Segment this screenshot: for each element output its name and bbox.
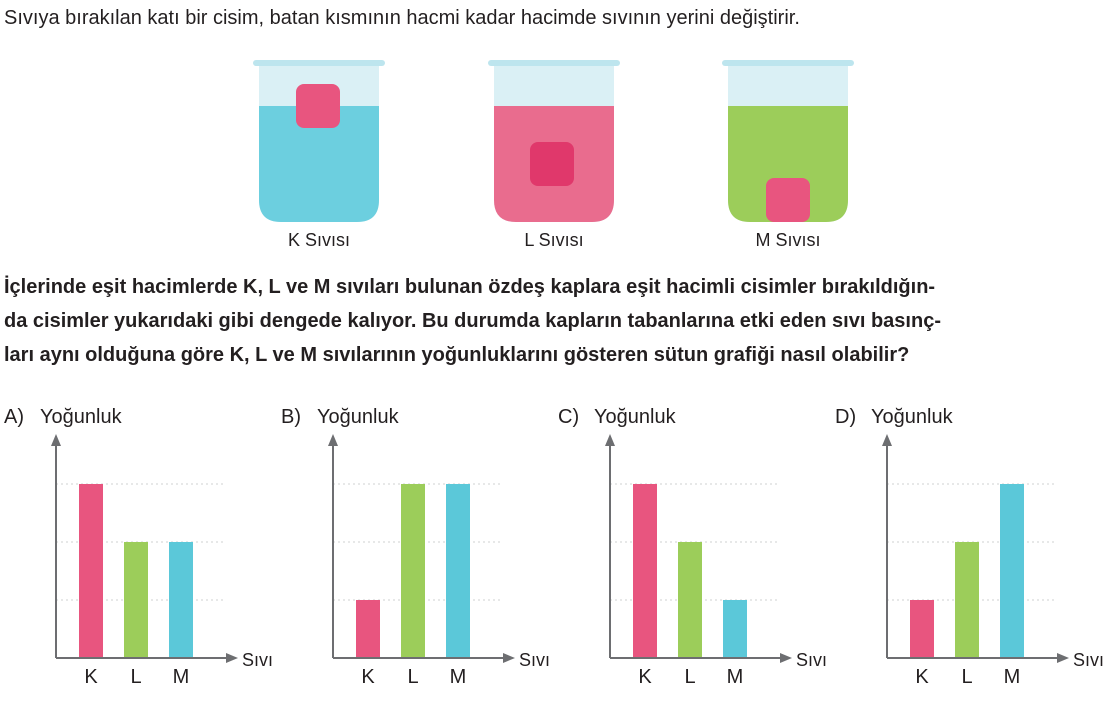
option-letter: C) [558,406,580,428]
beaker-k-illustration [253,58,385,226]
bar-k [356,600,380,658]
category-label-m: M [449,666,467,688]
beaker-m [722,58,854,226]
option-a[interactable] [4,400,284,700]
option-b[interactable] [281,400,561,700]
question-line: da cisimler yukarıdaki gibi dengede kalıyor. Bu durumda kapların tabanlarına etki eden sıvı basınç- [4,310,941,332]
category-label-m: M [172,666,190,688]
x-axis-arrow-icon [503,653,515,663]
bar-m [723,600,747,658]
question-text [4,270,1107,372]
category-label-l: L [684,666,696,688]
x-axis-arrow-icon [226,653,238,663]
question-line: ları aynı olduğuna göre K, L ve M sıvılarının yoğunluklarını gösteren sütun grafiği nasıl olabilir? [4,344,910,366]
y-axis-arrow-icon [882,434,892,446]
beaker-m-label: M Sıvısı [755,230,821,250]
category-label-m: M [1003,666,1021,688]
bar-l [955,542,979,658]
category-label-k: K [638,666,652,688]
category-label-k: K [915,666,929,688]
x-axis-label: Sıvı [242,650,274,670]
y-axis-label: Yoğunluk [317,406,399,428]
y-axis-label: Yoğunluk [871,406,953,428]
category-label-k: K [361,666,375,688]
beaker-l [488,58,620,226]
bar-chart [835,400,1111,700]
x-axis-arrow-icon [1057,653,1069,663]
x-axis-arrow-icon [780,653,792,663]
x-axis-label: Sıvı [1073,650,1105,670]
bar-l [124,542,148,658]
bar-l [678,542,702,658]
intro-text: Sıvıya bırakılan katı bir cisim, batan kısmının hacmi kadar hacimde sıvının yerini değiştirir. [4,7,800,29]
option-letter: A) [4,406,24,428]
category-label-l: L [407,666,419,688]
beaker-k-label: K Sıvısı [287,230,350,250]
y-axis-arrow-icon [605,434,615,446]
category-label-l: L [130,666,142,688]
beaker-l-label: L Sıvısı [524,230,584,250]
beaker-k [253,58,385,226]
bar-k [910,600,934,658]
category-label-m: M [726,666,744,688]
x-axis-label: Sıvı [519,650,551,670]
y-axis-label: Yoğunluk [594,406,676,428]
category-label-l: L [961,666,973,688]
bar-m [1000,484,1024,658]
beaker-l-illustration [488,58,620,226]
bar-m [169,542,193,658]
option-c[interactable] [558,400,838,700]
bar-m [446,484,470,658]
option-d[interactable] [835,400,1111,700]
bar-k [79,484,103,658]
x-axis-label: Sıvı [796,650,828,670]
option-letter: B) [281,406,301,428]
y-axis-arrow-icon [51,434,61,446]
y-axis-arrow-icon [328,434,338,446]
option-letter: D) [835,406,857,428]
bar-k [633,484,657,658]
category-label-k: K [84,666,98,688]
y-axis-label: Yoğunluk [40,406,122,428]
question-line: İçlerinde eşit hacimlerde K, L ve M sıvıları bulunan özdeş kaplara eşit hacimli cisimler bırakıldığın- [4,276,936,298]
beaker-m-illustration [722,58,854,226]
bar-l [401,484,425,658]
